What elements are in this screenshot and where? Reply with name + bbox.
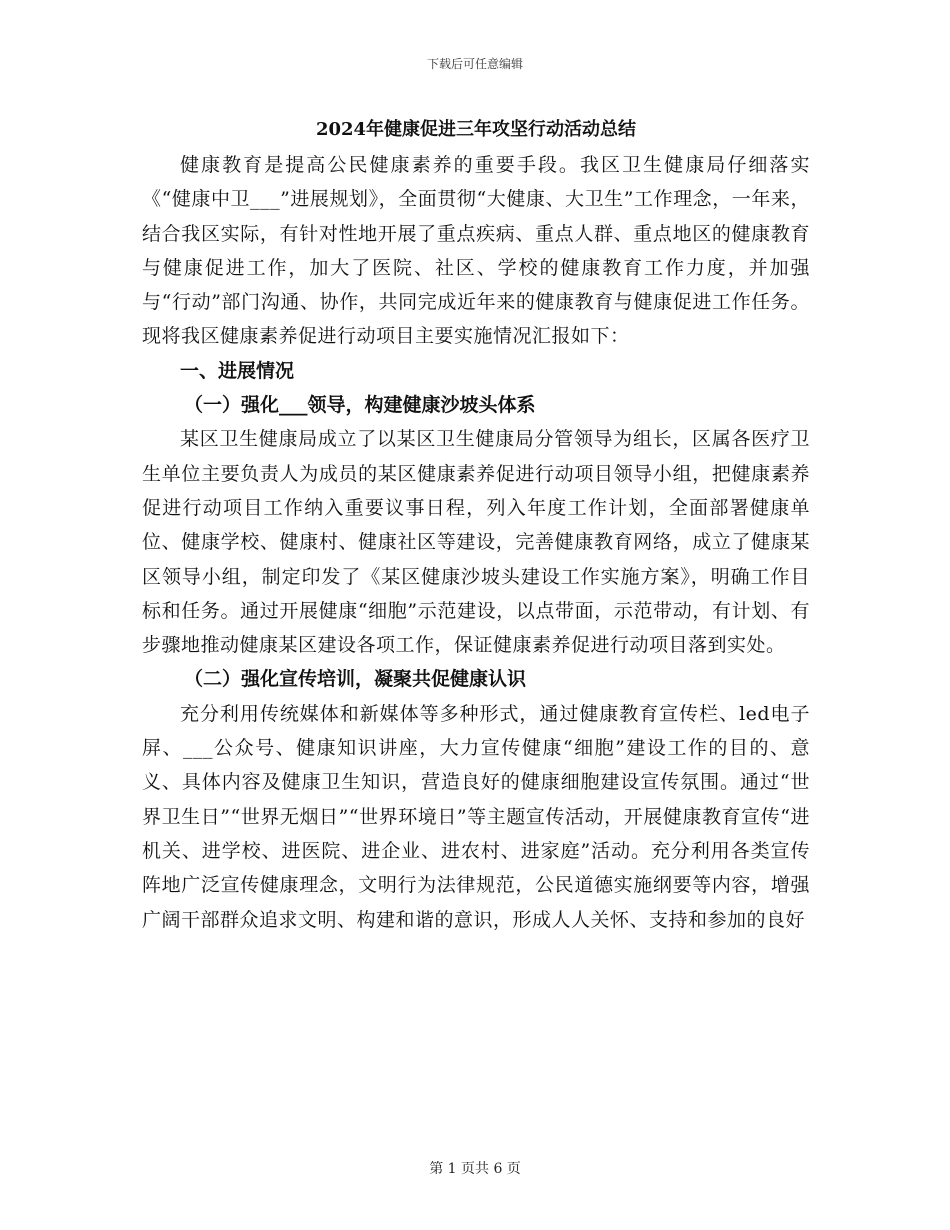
subsection-heading-publicity: （二）强化宣传培训，凝聚共促健康认识 bbox=[184, 668, 527, 691]
intro-paragraph: 健康教育是提高公民健康素养的重要手段。我区卫生健康局仔细落实《“健康中卫___”进展规划》，全面贯彻“大健康、大卫生”工作理念，一年来，结合我区实际，有针对性地开展了重点疾病、重点人群、重点地区的健康教育与健康促进工作，加大了医院、社区、学校的健康教育工作力度，并加强与“行动”部门沟通、协作，共同完成近年来的健康教育与健康促进工作任务。现将我区健康素养促进行动项目主要实施情况汇报如下： bbox=[142, 154, 810, 348]
section-heading-progress: 一、进展情况 bbox=[180, 359, 295, 382]
subsection-body-leadership: 某区卫生健康局成立了以某区卫生健康局分管领导为组长，区属各医疗卫生单位主要负责人为成员的某区健康素养促进行动项目领导小组，把健康素养促进行动项目工作纳入重要议事日程，列入年度工作计划，全面部署健康单位、健康学校、健康村、健康社区等建设，完善健康教育网络，成立了健康某区领导小组，制定印发了《某区健康沙坡头建设工作实施方案》，明确工作目标和任务。通过开展健康“细胞”示范建设，以点带面，示范带动，有计划、有步骤地推动健康某区建设各项工作，保证健康素养促进行动项目落到实处。 bbox=[142, 428, 810, 657]
page-number-footer: 第 1 页共 6 页 bbox=[429, 1161, 521, 1177]
subsection-heading-leadership: （一）强化___领导，构建健康沙坡头体系 bbox=[184, 394, 536, 417]
subsection-body-publicity: 充分利用传统媒体和新媒体等多种形式，通过健康教育宣传栏、led电子屏、___公众号、健康知识讲座，大力宣传健康“细胞”建设工作的目的、意义、具体内容及健康卫生知识，营造良好的健康细胞建设宣传氛围。通过“世界卫生日”“世界无烟日”“世界环境日”等主题宣传活动，开展健康教育宣传“进机关、进学校、进医院、进企业、进农村、进家庭”活动。充分利用各类宣传阵地广泛宣传健康理念，文明行为法律规范，公民道德实施纲要等内容，增强广阔干部群众追求文明、构建和谐的意识，形成人人关怀、支持和参加的良好 bbox=[142, 702, 810, 931]
header-note: 下载后可任意编辑 bbox=[426, 57, 523, 71]
document-title: 2024年健康促进三年攻坚行动活动总结 bbox=[315, 119, 637, 140]
document-body bbox=[142, 112, 810, 937]
